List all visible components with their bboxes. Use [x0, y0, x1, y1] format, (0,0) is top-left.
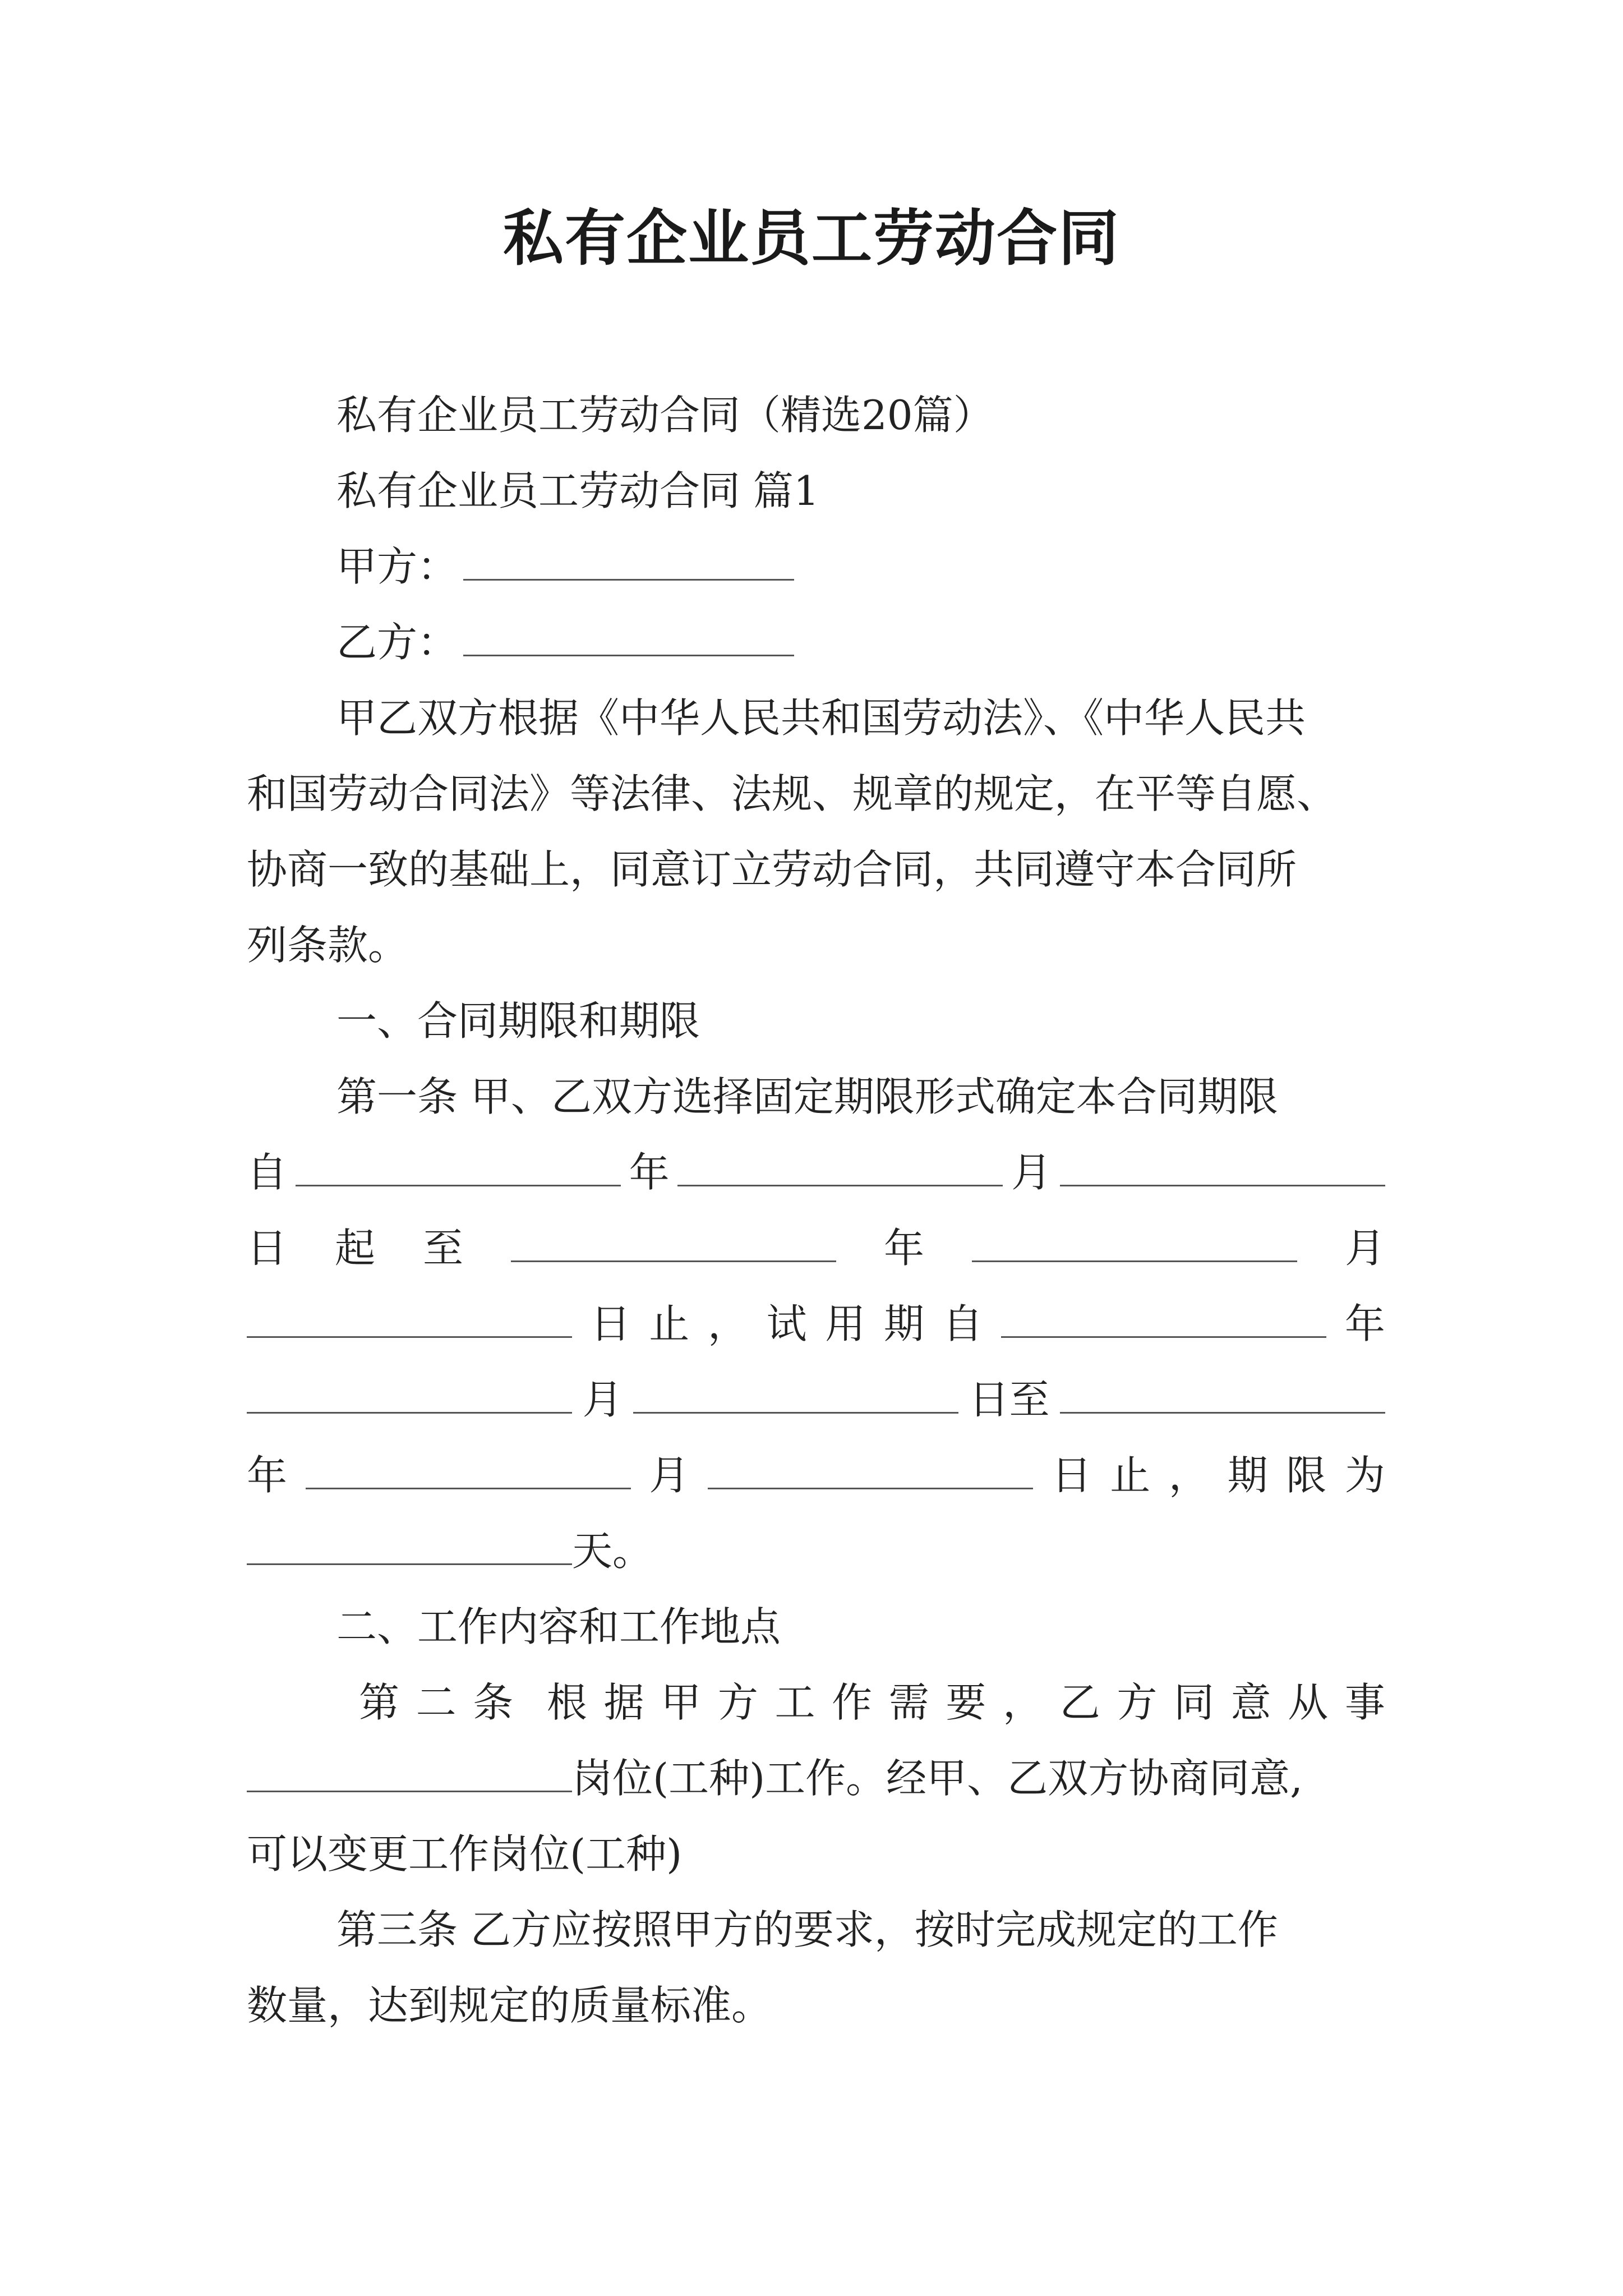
end-month-blank[interactable] — [972, 1220, 1297, 1262]
article-2-line-3: 可以变更工作岗位(工种) — [247, 1830, 683, 1878]
text-char: 乙 — [1059, 1679, 1100, 1726]
probation-end-year-blank[interactable] — [1060, 1372, 1385, 1414]
text-char: ， — [707, 1300, 748, 1347]
document-title: 私有企业员工劳动合同 — [502, 203, 1120, 274]
article-1-line-2 — [247, 1144, 1385, 1200]
label-tian: 天。 — [572, 1527, 653, 1575]
intro-line-1: 甲乙双方根据《中华人民共和国劳动法》、《中华人民共 — [336, 694, 1306, 742]
intro-line-4: 列条款。 — [247, 922, 409, 969]
intro-line-2: 和国劳动合同法》等法律、法规、规章的规定，在平等自愿、 — [247, 770, 1338, 817]
article-1-line-4 — [247, 1296, 1385, 1352]
text-char: 限 — [1286, 1452, 1327, 1499]
text-char: 为 — [1344, 1452, 1385, 1499]
text-char: 方 — [717, 1679, 758, 1726]
article-3-line-2: 数量，达到规定的质量标准。 — [247, 1982, 772, 2029]
article-1-line-3 — [247, 1220, 1385, 1276]
text-char: 第 — [359, 1679, 400, 1726]
document-subtitle: 私有企业员工劳动合同（精选20篇） — [336, 392, 994, 439]
text-char: 期 — [1227, 1452, 1268, 1499]
article-3-line-1: 第三条 乙方应按照甲方的要求，按时完成规定的工作 — [336, 1906, 1278, 1953]
label-zhi: 至 — [423, 1225, 464, 1272]
label-zi: 自 — [247, 1149, 288, 1196]
label-ri: 日 — [247, 1225, 288, 1272]
label-yue: 月 — [649, 1452, 690, 1499]
article-2-line-2-text: 岗位(工种)工作。经甲、乙双方协商同意, — [572, 1755, 1303, 1802]
heading-contract-term: 一、合同期限和期限 — [336, 997, 700, 1045]
text-char: 用 — [825, 1300, 866, 1347]
intro-line-3: 协商一致的基础上，同意订立劳动合同，共同遵守本合同所 — [247, 846, 1297, 893]
label-nian: 年 — [883, 1225, 924, 1272]
article-1-line-7 — [247, 1523, 1385, 1579]
end-year-blank[interactable] — [511, 1220, 836, 1262]
text-char: 根 — [546, 1679, 587, 1726]
probation-start-year-blank[interactable] — [1001, 1296, 1326, 1338]
text-char: 止 — [649, 1300, 690, 1347]
text-char: 自 — [942, 1300, 983, 1347]
text-char: 同 — [1173, 1679, 1214, 1726]
text-char: 从 — [1288, 1679, 1329, 1726]
label-yue: 月 — [1344, 1225, 1385, 1272]
end-day-blank[interactable] — [247, 1296, 572, 1338]
section-heading: 私有企业员工劳动合同 篇1 — [336, 467, 819, 514]
text-char: ， — [1003, 1679, 1044, 1726]
text-char: 据 — [603, 1679, 644, 1726]
party-b-blank[interactable] — [463, 614, 794, 656]
party-a-blank[interactable] — [463, 539, 794, 581]
text-char: 需 — [888, 1679, 929, 1726]
label-ri-zhi: 日至 — [969, 1376, 1050, 1423]
party-a-label: 甲方： — [336, 543, 458, 590]
text-char: 甲 — [661, 1679, 702, 1726]
text-char: 二 — [416, 1679, 457, 1726]
label-nian: 年 — [629, 1149, 670, 1196]
party-b-line — [336, 614, 1385, 670]
probation-end-month-blank[interactable] — [306, 1447, 631, 1489]
start-year-blank[interactable] — [296, 1144, 621, 1186]
text-char: 试 — [766, 1300, 807, 1347]
heading-work-content: 二、工作内容和工作地点 — [336, 1603, 781, 1650]
article-2-line-1 — [359, 1674, 1385, 1731]
party-a-line — [336, 539, 1385, 595]
article-1-line-6 — [247, 1447, 1385, 1503]
text-char: 事 — [1344, 1679, 1385, 1726]
text-char: 意 — [1230, 1679, 1271, 1726]
article-1-line-5 — [247, 1372, 1385, 1428]
text-char: 要 — [946, 1679, 986, 1726]
start-month-blank[interactable] — [677, 1144, 1003, 1186]
article-2-line-2 — [247, 1750, 1385, 1806]
probation-days-blank[interactable] — [247, 1523, 572, 1565]
probation-end-day-blank[interactable] — [708, 1447, 1033, 1489]
job-position-blank[interactable] — [247, 1750, 572, 1792]
label-qi: 起 — [335, 1225, 376, 1272]
text-char: ， — [1168, 1452, 1209, 1499]
text-char: 日 — [590, 1300, 631, 1347]
text-char: 止 — [1110, 1452, 1151, 1499]
text-char: 作 — [832, 1679, 873, 1726]
text-char: 日 — [1051, 1452, 1092, 1499]
label-yue: 月 — [582, 1376, 623, 1423]
text-char: 方 — [1117, 1679, 1158, 1726]
text-char: 工 — [774, 1679, 815, 1726]
probation-start-month-blank[interactable] — [247, 1372, 572, 1414]
start-day-blank[interactable] — [1060, 1144, 1385, 1186]
text-char: 期 — [883, 1300, 924, 1347]
party-b-label: 乙方： — [336, 619, 458, 666]
label-nian: 年 — [1344, 1300, 1385, 1347]
text-char: 条 — [473, 1679, 514, 1726]
article-1-line-1: 第一条 甲、乙双方选择固定期限形式确定本合同期限 — [336, 1073, 1278, 1120]
probation-start-day-blank[interactable] — [633, 1372, 958, 1414]
label-yue: 月 — [1011, 1149, 1052, 1196]
label-nian: 年 — [247, 1452, 288, 1499]
